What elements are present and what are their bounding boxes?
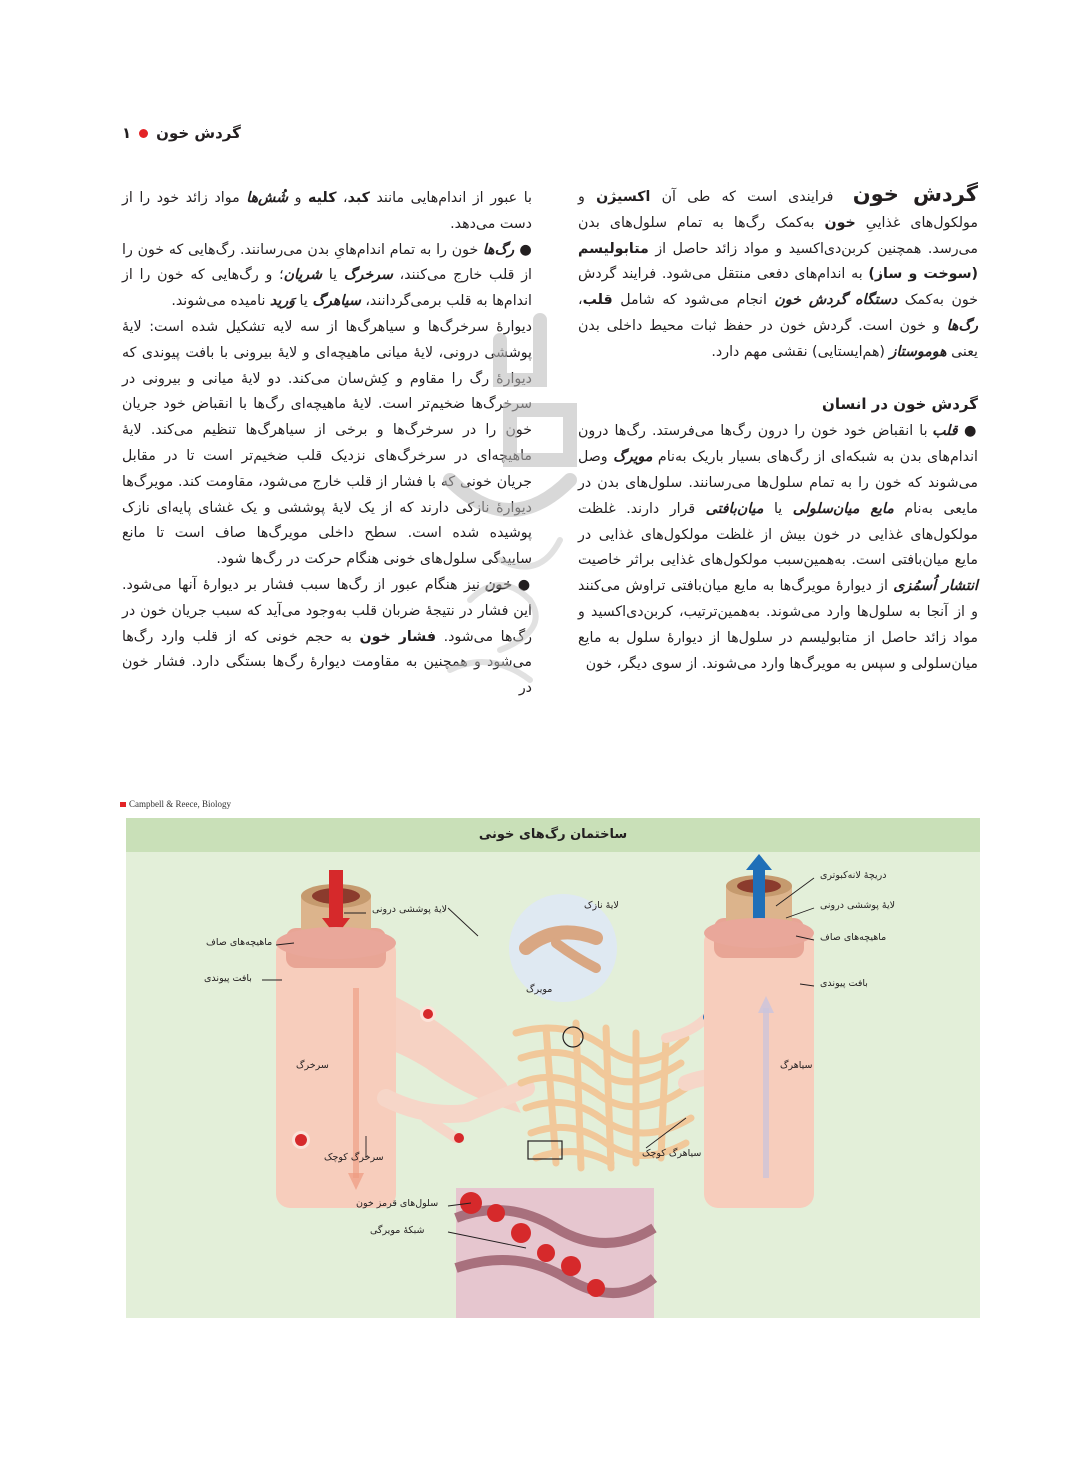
text-run: انجام می‌شود که شامل (612, 292, 775, 309)
label-capillary-network: شبکهٔ مویرگی (370, 1225, 425, 1236)
text-run: نامیده می‌شوند. (171, 293, 270, 310)
key-term: سیاهرگ (312, 293, 361, 310)
key-term: انتشار اُسمُزی (893, 578, 978, 595)
label-vein-connective-tissue: بافت پیوندی (820, 978, 868, 989)
key-term: خون (824, 214, 856, 231)
text-run: قرار دارند. غلظت مولکول‌های غذایی در خون بیش از غلظت مولکول‌های غذایی در مایع میان‌بافتی است. به‌همین‌سبب مولکول‌های غذایی براثر خاصیت (578, 500, 978, 569)
text-run: از دیوارهٔ مویرگ‌ها به مایع میان‌بافتی تراوش می‌کنند و از آنجا به سلول‌ها وارد می‌شوند. به‌همین‌ترتیب، کربن‌دی‌اکسید و مواد زائد حاصل از متابولیسم در سلول‌ها از دیوارهٔ سلول به مایع میان‌سلولی و سپس به مویرگ‌ها وارد می‌شوند. از سوی دیگر، خون (578, 578, 978, 672)
bullet-marker: ● (514, 241, 532, 258)
credit-text: Campbell & Reece, Biology (129, 799, 231, 809)
intro-text (578, 189, 978, 360)
text-run: (هم‌ایستایی) نقشی مهم دارد. (711, 343, 890, 360)
artery-illustration (276, 870, 521, 1208)
key-term: کبد (347, 190, 370, 206)
key-term: فشار خون (359, 628, 436, 645)
text-run: یا (763, 500, 793, 517)
label-capillary: مویرگ (526, 984, 553, 995)
label-venule: سیاهرگ کوچک (642, 1148, 702, 1159)
key-term: قلب (582, 292, 613, 309)
text-run: خون را به تمام اندام‌هایِ بدن می‌رسانند. رگ‌هایی که خون را از قلب خارج می‌کنند، (122, 241, 533, 284)
key-term: اکسیژن (596, 189, 651, 205)
lead-title: گردش خون (852, 182, 978, 206)
text-run: و (288, 190, 309, 206)
key-term: دستگاه گردش خون (774, 292, 898, 309)
label-artery-connective-tissue: بافت پیوندی (204, 973, 252, 984)
vein-illustration (704, 854, 814, 1208)
text-run: فرایندی است که طی آن (650, 189, 834, 205)
text-run: دیوارهٔ سرخرگ‌ها و سیاهرگ‌ها از سه لایه تشکیل شده است: لایهٔ پوششی درونی، لایهٔ میانی ماهیچه‌ای و لایهٔ بیرونی با بافت پیوندی که دیوارهٔ رگ را مقاوم و کِش‌سان می‌کند. دو لایهٔ میانی و بیرونی در سرخرگ‌ها ضخیم‌تر است. لایهٔ ماهیچه‌ای رگ‌ها با انقباض خود جریان خون را در سرخرگ‌ها و برخی از سیاهرگ‌ها تنظیم می‌کند. لایهٔ ماهیچه‌ای در سرخرگ‌های نزدیک قلب ضخیم‌تر است تا در مقابل جریان خونی که با فشار از قلب خارج می‌شود، مقاومت کند. مویرگ‌ها دیوارهٔ نازکی دارند که از یک لایهٔ پوششی و یک غشای پایه‌ای نازک پوشیده شده است. سطح داخلی مویرگ‌ها صاف است تا مانع ساییدگی سلول‌های خونی هنگام حرکت در رگ‌ها شود. (122, 318, 532, 568)
key-term: هوموستاز (889, 343, 947, 360)
figure-artwork (126, 818, 980, 1318)
text-run: وصل می‌شوند که خون را به تمام سلول‌ها می‌رسانند. سلول‌های بدن در مایعی به‌نام (578, 449, 979, 517)
vessel-wall-paragraph (122, 315, 532, 573)
right-column (578, 182, 978, 677)
capillary-network-illustration (516, 1023, 691, 1168)
label-artery-inner-layer: لایهٔ پوششی درونی (372, 904, 448, 915)
key-term: مویرگ (613, 449, 653, 466)
text-run: ، (578, 292, 583, 309)
key-term: قلب (932, 423, 958, 440)
key-term: شریان (283, 267, 322, 284)
blood-pressure-paragraph (122, 573, 532, 702)
arteriole-illustration (386, 1088, 526, 1143)
figure-credit (120, 799, 231, 809)
bullet-marker: ● (510, 576, 532, 593)
label-vein: سیاهرگ (780, 1060, 813, 1071)
text-run: نیز هنگام عبور از رگ‌ها سبب فشار بر دیوارهٔ آنها می‌شود. این فشار در نتیجهٔ ضربان قلب به‌وجود می‌آید که سبب جریان خون در رگ‌ها می‌شود. (122, 576, 533, 645)
text-run: به‌کمک رگ‌ها به تمام سلول‌های بدن می‌رسد. همچنین کربن‌دی‌اکسید و مواد زائد حاصل از (578, 214, 978, 257)
text-run: و خون است. گردش خون در حفظ ثبات محیط داخلی بدن یعنی (578, 317, 978, 360)
key-term: خون (484, 576, 511, 593)
text-run: و مولکول‌های غذاییِ (578, 189, 978, 231)
chapter-title: گردش خون (156, 124, 241, 142)
page-number: ۱ (122, 124, 132, 142)
key-term: سرخرگ (343, 267, 393, 284)
key-term: میان‌بافتی (705, 500, 764, 517)
label-valve: دریچهٔ لانه‌کبوتری (820, 870, 887, 881)
label-thin-layer: لایهٔ نازک (584, 900, 619, 911)
blood-vessel-figure (126, 818, 980, 1318)
text-run: ، (336, 190, 348, 206)
intro-paragraph (578, 182, 978, 366)
label-vein-inner-layer: لایهٔ پوششی درونی (820, 900, 896, 911)
page-header (122, 124, 241, 142)
bullet-dot-icon (139, 129, 148, 138)
credit-mark-icon (120, 802, 126, 807)
figure-title: ساختمان رگ‌های خونی (126, 818, 980, 852)
left-column (122, 186, 532, 702)
vessels-paragraph (122, 238, 532, 315)
text-run: یا (322, 267, 344, 284)
key-term: رگ‌ها (482, 241, 515, 258)
text-run: با انقباض خود خون را درون رگ‌ها می‌فرستد. رگ‌ها درون اندام‌های بدن به شبکه‌ای از رگ‌های بسیار باریک به‌نام (578, 423, 979, 466)
text-run: ؛ و رگ‌هایی که خون را از اندام‌ها به قلب برمی‌گردانند، (122, 267, 532, 310)
label-artery-smooth-muscle: ماهیچه‌های صاف (206, 937, 273, 948)
bullet-marker: ● (957, 423, 978, 440)
label-artery: سرخرگ (296, 1060, 329, 1071)
label-red-blood-cells: سلول‌های قرمز خون (356, 1198, 439, 1209)
continuation-paragraph (122, 186, 532, 238)
key-term: مایع میان‌سلولی (792, 500, 894, 517)
text-run: به اندام‌های دفعی منتقل می‌شود. فرایند گردش خون به‌کمک (578, 266, 978, 309)
label-vein-smooth-muscle: ماهیچه‌های صاف (820, 932, 887, 943)
key-term: متابولیسم (سوخت و ساز) (578, 240, 979, 283)
key-term: شُش‌ها (246, 190, 289, 206)
capillary-micrograph (456, 1188, 654, 1318)
text-run: با عبور از اندام‌هایی مانند (369, 190, 532, 206)
section-title: گردش خون در انسان (822, 394, 978, 413)
key-term: وَرید (269, 293, 296, 310)
key-term: رگ‌ها (946, 317, 978, 334)
text-run: یا (295, 293, 313, 310)
label-arteriole: سرخرگ کوچک (324, 1152, 384, 1163)
key-term: کلیه (308, 190, 337, 206)
text-run: به حجم خونی که از قلب وارد رگ‌ها می‌شود و همچنین به مقاومت دیوارهٔ رگ‌ها بستگی دارد. فشار خون در (122, 628, 532, 697)
heart-paragraph (578, 419, 978, 677)
text-run: مواد زائد خود را از دست می‌دهد. (122, 190, 532, 232)
